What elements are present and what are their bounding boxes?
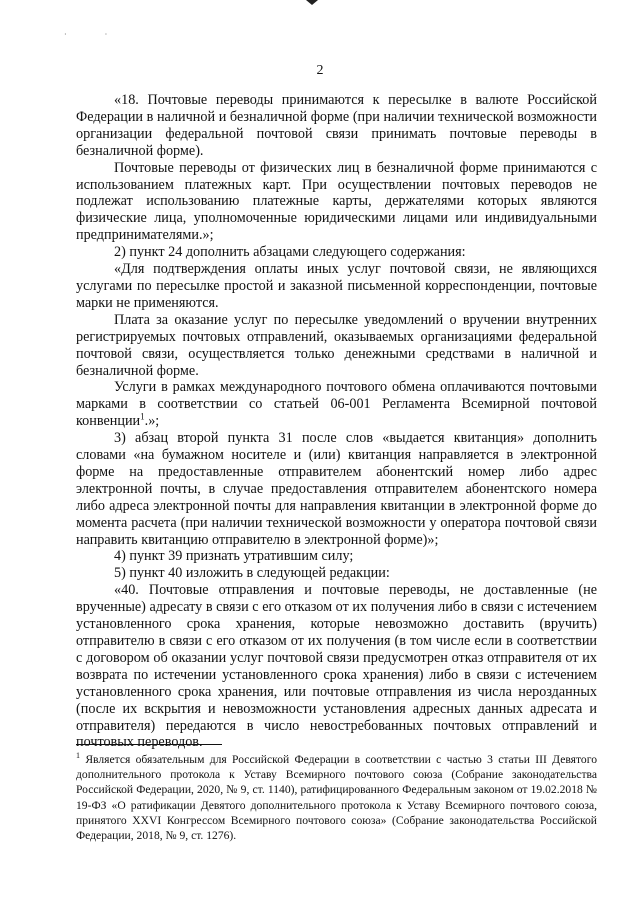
page-number: 2 <box>316 63 324 78</box>
paragraph: Почтовые переводы от физических лиц в безналичной форме принимаются с использованием платежных карт. При осуществлении почтовых переводов не подлежат использованию платежные карты, держателями которых являются физические лица, уполномоченные юридическими лицами или индивидуальными предпринимателями.»; <box>76 159 597 244</box>
paragraph: «18. Почтовые переводы принимаются к пересылке в валюте Российской Федерации в наличной и безналичной форме (при наличии технической возможности организации федеральной почтовой связи принимать почтовые переводы в безналичной форме). <box>76 92 597 159</box>
footnote-reference: 1 <box>140 411 145 422</box>
paragraph: Услуги в рамках международного почтового обмена оплачиваются почтовыми марками в соответствии со статьей 06-001 Регламента Всемирной почтовой конвенции$^1$.»; <box>76 379 597 430</box>
paragraph: «40. Почтовые отправления и почтовые переводы, не доставленные (не врученные) адресату в связи с его отказом от их получения либо в связи с истечением установленного срока хранения, которые невозможно доставить (вручить) отправителю в связи с его отказом от их получения (в том числе если в соответствии с договором об оказании услуг почтовой связи предусмотрен отказ отправителя от их возврата по истечении установленного срока хранения) либо в связи с истечением установленного срока хранения, или почтовые отправления из числа нерозданных (после их вскрытия и невозможности установления адресных данных адресата и отправителя) передаются в число невостребованных почтовых отправлений и почтовых переводов. <box>76 582 597 751</box>
footnote <box>76 752 597 843</box>
paragraph: 4) пункт 39 признать утратившим силу; <box>114 548 354 565</box>
footnote-divider <box>76 744 222 745</box>
paragraph: 3) абзац второй пункта 31 после слов «выдается квитанция» дополнить словами «на бумажном носителе и (или) квитанция направляется в электронной форме на предоставленные отправителем абонентский номер либо адрес электронной почты, в случае предоставления отправителем абонентского номера либо адреса электронной почты для направления квитанции в электронной форме до момента расчета (при наличии технической возможности у оператора почтовой связи направить квитанцию отправителю в электронной форме)»; <box>76 430 597 548</box>
scan-specks: · · <box>64 30 126 39</box>
scan-mark-icon <box>306 0 318 5</box>
footnote-text: Является обязательным для Российской Федерации в соответствии с частью 3 статьи III Девятого дополнительного протокола к Уставу Всемирного почтового союза (Собрание законодательства Российской Федерации, 2020, № 9, ст. 1140), ратифицированного Федеральным законом от 19.02.2018 № 19-ФЗ «О ратификации Девятого дополнительного протокола к Уставу Всемирного почтового союза, принятого XXVI Конгрессом Всемирного почтового союза» (Собрание законодательства Российской Федерации, 2018, № 9, ст. 1276). <box>76 753 597 843</box>
document-body <box>76 92 597 751</box>
paragraph: Плата за оказание услуг по пересылке уведомлений о вручении внутренних регистрируемых почтовых отправлений, оказываемых организациями федеральной почтовой связи, осуществляется только денежными средствами в наличной и безналичной форме. <box>76 311 597 379</box>
footnote-marker: 1 <box>76 751 80 761</box>
paragraph: 2) пункт 24 дополнить абзацами следующего содержания: <box>114 244 466 261</box>
paragraph: 5) пункт 40 изложить в следующей редакции: <box>114 565 390 582</box>
paragraph: «Для подтверждения оплаты иных услуг почтовой связи, не являющихся услугами по пересылке простой и заказной письменной корреспонденции, почтовые марки не применяются. <box>76 261 597 311</box>
